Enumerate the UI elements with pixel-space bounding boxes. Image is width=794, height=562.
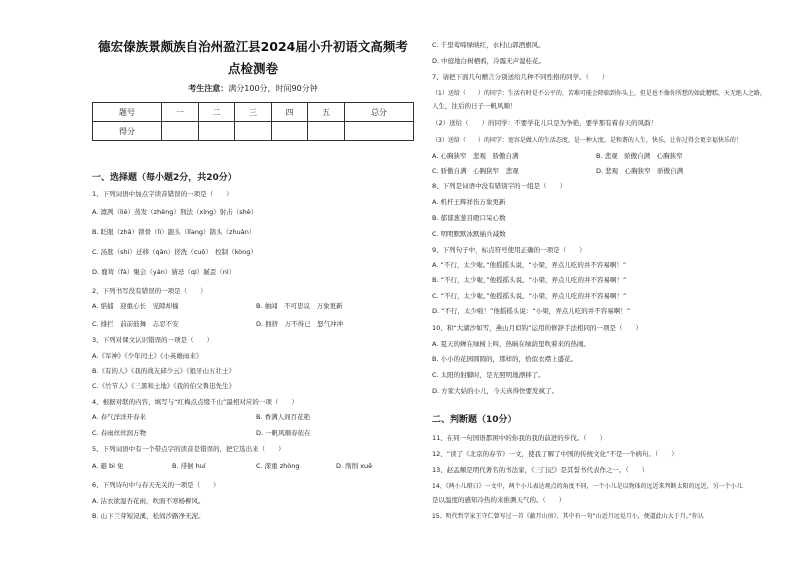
option: A. 避 bì 免: [92, 462, 124, 470]
question-stem: 11、在同一句国语都困中的你我的我的前进的步伐。（ ）: [432, 434, 607, 442]
page-title: 德宏傣族景颇族自治州盈江县2024届小升初语文高频考点检测卷: [98, 39, 408, 76]
question-stem: 4、根据对联的内容，填写与“红梅点点缀千山”最相对应的一项（ ）: [92, 398, 298, 406]
score-table: [92, 102, 414, 141]
question-stem: 1、下列词语中加点字读音错误的一项是（ ）: [92, 190, 233, 198]
question-stem: 9、下列句子中，标点符号使用正确的一项是（ ）: [432, 246, 586, 254]
score-cell: 三: [235, 103, 272, 122]
statement: 人生，往后的日子一帆风顺！: [432, 102, 517, 110]
option: C. 千里莺啼绿映红，水村山郭酒旗风。: [432, 41, 545, 49]
option: A. 夏天的蝉在绿树上叫，热晌在绿荫里吹着来的热闹。: [432, 340, 590, 348]
score-cell: [198, 122, 235, 141]
option: D. 鹿茸（fà）聚会（yán）猜忌（qí）腻歪（nì）: [92, 268, 236, 276]
option: A. “不行，太少啦。”他摇摇头说，“小梁，弄点儿吃的并不容易啊！”: [432, 261, 627, 269]
score-cell: 四: [271, 103, 308, 122]
option: C. 汤匙（shí）迁移（qān）搓洗（cuō） 控制（kòng）: [92, 248, 257, 256]
score-cell: [308, 122, 345, 141]
score-cell: [162, 122, 199, 141]
option: A. 惦捕 迎重心长 见隙却撞: [92, 302, 179, 310]
statement: （2）送给（ ）的同学：不要学花儿只是为争艳，要学那有着春天的风韵！: [432, 119, 658, 127]
option: B. 山下兰芽短浸溪，松间沙路净无泥。: [92, 512, 205, 520]
question-stem: 14、《两小儿辩日》一文中，两个小儿表达观点的角度不同，一个小儿是以物体的远近来判断太阳的远近，另一个小儿: [432, 483, 743, 490]
option: D. 拥挤 万不得已 怒气冲冲: [256, 320, 344, 328]
option: B. 香满人间百花艳: [256, 413, 311, 421]
option: B. 徘徊 huí: [172, 462, 206, 470]
score-cell: [235, 122, 272, 141]
score-header-row: [93, 103, 414, 122]
question-stem: 12、“读了《北京的春节》一文，使我了解了中国的传统文化”不是一个病句。（ ）: [432, 450, 678, 458]
option: D. 削削 xuē: [336, 462, 373, 470]
option: B. “不行，太少啦，”他摇摇头说。“小梁，弄点儿吃的并不容易啊！”: [432, 276, 627, 284]
score-cell: [271, 122, 308, 141]
option: D. 悲观 心胸狭窄 骄傲自满: [596, 167, 684, 175]
exam-notice: [92, 83, 414, 94]
score-cell: 总分: [344, 103, 413, 122]
option: A. 机杆王辉祥伤万象更新: [432, 198, 506, 206]
question-stem: 7、请把下面几句赠言分别送给几种不同性格的同学。（ ）: [432, 73, 609, 81]
statement: （1）送给（ ）的同学：生活有时是不公平的，苦难可能会降临到你头上，但是也不像你所想的如此糟糕，天无绝人之路，: [432, 90, 766, 97]
option: B. 郁郁葱葱目瞪口呆心数: [432, 214, 506, 222]
score-cell: 二: [198, 103, 235, 122]
score-cell: 一: [162, 103, 199, 122]
option: C. 骄傲自满 心胸狭窄 悲观: [432, 167, 519, 175]
option: D. 一帆风顺春依在: [256, 429, 311, 437]
option: D. 方家大姑的小儿，今天真得快要发疯了。: [432, 387, 559, 395]
option: D. 中庭地白树栖鸦，冷露无声湿桂花。: [432, 57, 546, 65]
option: C. 明明默默冰默插兵减数: [432, 230, 506, 238]
option: B.《有的人》《我的战友邱少云》《狼牙山五壮士》: [92, 367, 236, 375]
option: D. “不行，太少啦！”他摇摇头说：“小梁，弄点儿吃的并不容易啊！”: [432, 307, 631, 315]
option: A. 沾衣欲湿杏花雨，吹面不寒杨柳风。: [92, 497, 205, 505]
question-stem: 2、下列书写没有错误的一项是（ ）: [92, 287, 207, 295]
question-stem: 13、赵孟頫是明代著名的书法家，《三门记》是其誓书代表作之一。（ ）: [432, 466, 649, 474]
score-cell: 题号: [93, 103, 162, 122]
option: B. 抽闻 不可思议 万象更新: [256, 302, 343, 310]
option: B. 小小的花园圆圆的，那样的，恰似衣襟上盛花。: [432, 355, 578, 363]
option: A.《军神》《少年闰土》《小英雄雨来》: [92, 352, 203, 360]
option: B. 悲观 骄傲自满 心胸狭窄: [596, 152, 683, 160]
question-stem: 是以温度的感知冷热的来推测天气的。（ ）: [432, 496, 566, 504]
option: C. 太阳的射脚时，是光照明地漂移了。: [432, 371, 545, 379]
question-stem: 3、下列对课文认识错误的一项是（ ）: [92, 336, 214, 344]
question-stem: 5、下列词语中有一个带点字的读音是错误的，把它选出来（ ）: [92, 445, 285, 453]
option: C. “不行，太少啦。”他摇摇头说。“小梁，弄点儿吃的并不容易啊！”: [432, 292, 627, 300]
question-stem: 6、下列诗句中与春天无关的一项是（ ）: [92, 481, 220, 489]
option: C. 春雨丝丝润万物: [92, 429, 147, 437]
section-heading: 一、选择题（每小题2分，共20分）: [92, 173, 237, 183]
option: A. 凛冽（liè）蒸发（zhēng）刑法（xíng）射击（shè）: [92, 208, 258, 216]
score-cell: [344, 122, 413, 141]
option: C.《竹节人》《三黑和土地》《我的伯父鲁迅先生》: [92, 382, 236, 390]
section-heading: 二、判断题（10分）: [432, 415, 517, 425]
notice-label: 考生注意：: [188, 84, 229, 93]
score-value-row: [93, 122, 414, 141]
statement: （3）送给（ ）的同学：宽容是做人的生活态度，是一种大度，是和谐的人生，快乐，让你过得会更幸福快乐的！: [432, 137, 742, 144]
question-stem: 15、明代哲学家王守仁曾写过一首《蔽月山房》，其中有一句“山近月远觉月小，便道此山大于月。”你认: [432, 513, 704, 520]
question-stem: 10、和“大湖沙如雪，燕山月似钩”运用的修辞手法相同的一项是（ ）: [432, 324, 643, 332]
score-cell: 五: [308, 103, 345, 122]
question-stem: 8、下列是词语中没有错别字的一组是（ ）: [432, 182, 567, 190]
score-cell: 得分: [93, 122, 162, 141]
option: A. 春气洋洋开春来: [92, 413, 146, 421]
option: B. 眨眼（zhǎ）锁骨（lì）跟头（lǐang）鹊头（zhuàn）: [92, 228, 256, 236]
option: C. 排拦 前前鼓舞 志忍不安: [92, 320, 179, 328]
option: C. 深重 zhòng: [256, 462, 300, 470]
option: A. 心胸狭窄 悲观 骄傲自满: [432, 152, 519, 160]
notice-text: 满分100分，时间90分钟: [228, 84, 318, 93]
